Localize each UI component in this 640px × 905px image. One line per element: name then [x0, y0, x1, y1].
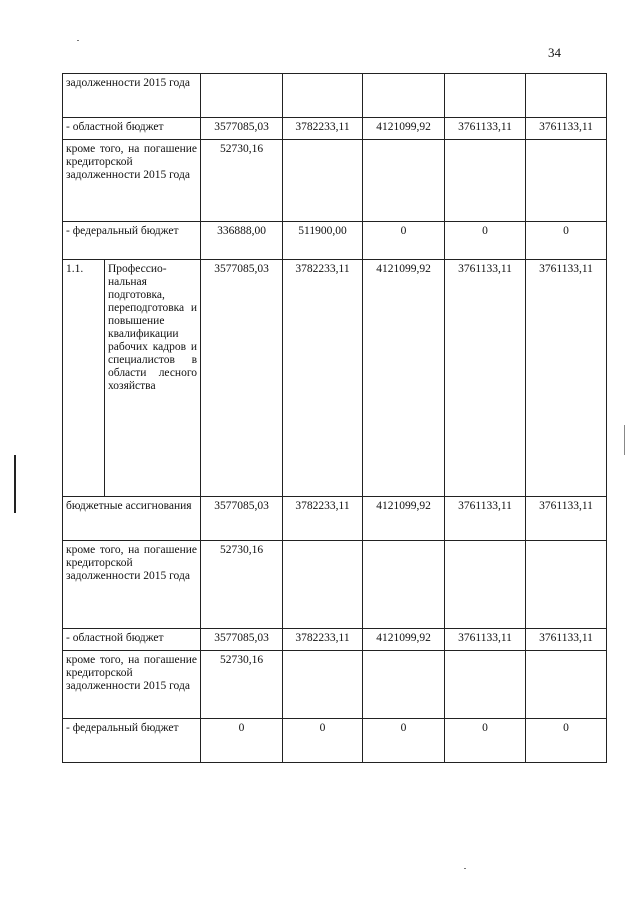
- value-cell: 3577085,03: [201, 260, 283, 497]
- value-cell: 0: [526, 719, 607, 763]
- value-cell: [363, 541, 445, 629]
- row-label: - федеральный бюджет: [63, 719, 201, 763]
- margin-mark: [14, 455, 16, 513]
- value-cell: [201, 74, 283, 118]
- value-cell: 0: [363, 719, 445, 763]
- row-label: - областной бюджет: [63, 118, 201, 140]
- value-cell: 4121099,92: [363, 118, 445, 140]
- value-cell: [283, 541, 363, 629]
- value-cell: 3782233,11: [283, 260, 363, 497]
- table-row: [63, 118, 607, 140]
- value-cell: [363, 74, 445, 118]
- table-row: [63, 74, 607, 118]
- value-cell: 4121099,92: [363, 260, 445, 497]
- value-cell: 4121099,92: [363, 629, 445, 651]
- table-row: [63, 541, 607, 629]
- row-label: кроме того, на погашение кредиторской задолженности 2015 года: [63, 541, 201, 629]
- value-cell: [363, 140, 445, 222]
- value-cell: 52730,16: [201, 651, 283, 719]
- table-row: [63, 222, 607, 260]
- value-cell: [445, 140, 526, 222]
- value-cell: 0: [445, 222, 526, 260]
- value-cell: 3577085,03: [201, 118, 283, 140]
- table-row: [63, 719, 607, 763]
- value-cell: 3782233,11: [283, 629, 363, 651]
- row-label: кроме того, на погашение кредиторской задолженности 2015 года: [63, 651, 201, 719]
- value-cell: 3761133,11: [445, 629, 526, 651]
- value-cell: [445, 74, 526, 118]
- value-cell: 3761133,11: [526, 260, 607, 497]
- value-cell: 3782233,11: [283, 118, 363, 140]
- row-label: - областной бюджет: [63, 629, 201, 651]
- value-cell: 3761133,11: [526, 497, 607, 541]
- row-label: кроме того, на погашение кредиторской задолженности 2015 года: [63, 140, 201, 222]
- row-code: 1.1.: [63, 260, 105, 497]
- value-cell: [445, 541, 526, 629]
- value-cell: 3577085,03: [201, 497, 283, 541]
- value-cell: 0: [445, 719, 526, 763]
- table-row: [63, 497, 607, 541]
- value-cell: 0: [526, 222, 607, 260]
- value-cell: 3761133,11: [445, 497, 526, 541]
- value-cell: 3761133,11: [445, 260, 526, 497]
- value-cell: 3761133,11: [526, 118, 607, 140]
- scan-edge-mark: [624, 425, 625, 455]
- value-cell: [283, 140, 363, 222]
- table-row: [63, 651, 607, 719]
- table-row: [63, 629, 607, 651]
- value-cell: 3577085,03: [201, 629, 283, 651]
- table-row: [63, 140, 607, 222]
- value-cell: [445, 651, 526, 719]
- row-label: задолженности 2015 года: [63, 74, 201, 118]
- value-cell: 3761133,11: [526, 629, 607, 651]
- value-cell: [526, 541, 607, 629]
- scan-dot: [77, 40, 79, 41]
- value-cell: [363, 651, 445, 719]
- row-label: Профессио-нальная подготовка, переподготовка и повышение квалификации рабочих кадров и специалистов в области лесного хозяйства: [105, 260, 201, 497]
- table-row: [63, 260, 607, 497]
- value-cell: [283, 651, 363, 719]
- value-cell: 52730,16: [201, 140, 283, 222]
- value-cell: [526, 140, 607, 222]
- budget-table: [62, 73, 607, 763]
- value-cell: 0: [283, 719, 363, 763]
- value-cell: 511900,00: [283, 222, 363, 260]
- value-cell: 336888,00: [201, 222, 283, 260]
- value-cell: 4121099,92: [363, 497, 445, 541]
- value-cell: 3782233,11: [283, 497, 363, 541]
- value-cell: [283, 74, 363, 118]
- value-cell: 52730,16: [201, 541, 283, 629]
- page-number: 34: [548, 45, 561, 60]
- value-cell: [526, 651, 607, 719]
- row-label: бюджетные ассигнования: [63, 497, 201, 541]
- value-cell: 3761133,11: [445, 118, 526, 140]
- row-label: - федеральный бюджет: [63, 222, 201, 260]
- scan-dot: [464, 868, 466, 869]
- value-cell: [526, 74, 607, 118]
- value-cell: 0: [201, 719, 283, 763]
- value-cell: 0: [363, 222, 445, 260]
